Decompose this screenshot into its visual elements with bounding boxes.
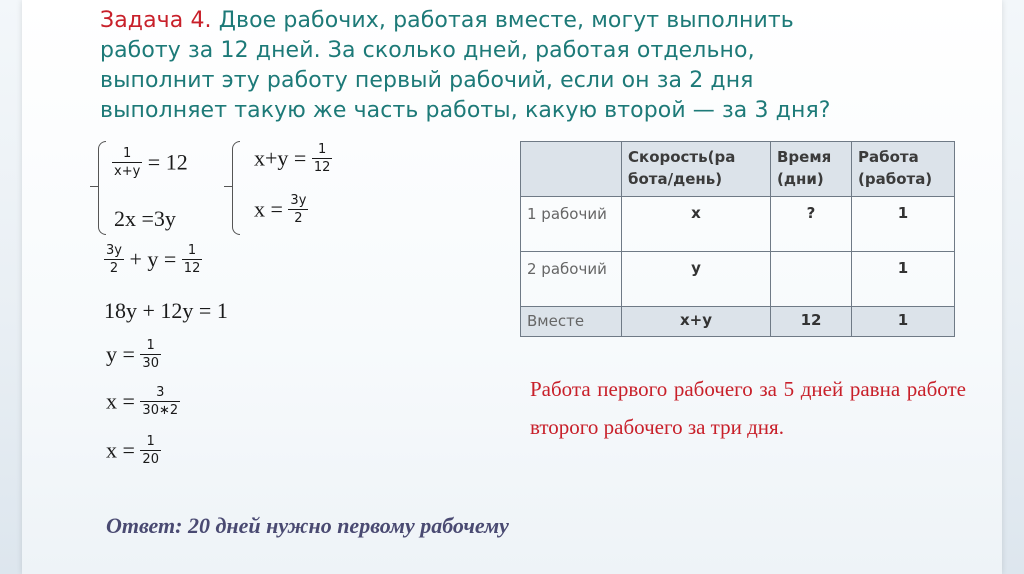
system-2-eq-2: x = $\frac{3y}{2}$ [254,193,307,226]
system-1-brace-tick [90,186,98,187]
table-cell: ? [771,197,852,252]
system-1-eq-2: 2x =3y [114,206,176,231]
explanation-note: Работа первого рабочего за 5 дней равна работе второго рабочего за три дня. [530,377,966,439]
table-cell: y [622,252,771,307]
table-cell: x+y [622,307,771,337]
step-3: y = $\frac{1}{30}$ [106,338,159,371]
system-2-eq-1: x+y = $\frac{1}{12}$ [254,142,331,175]
table-row [521,197,955,252]
problem-statement [100,6,900,126]
table-cell: 1 [852,252,955,307]
table-cell: x [622,197,771,252]
table-header-row [521,142,955,197]
problem-line-3: выполнит эту работу первый рабочий, если он за 2 дня [100,68,754,93]
problem-line-2: работу за 12 дней. За сколько дней, работая отдельно, [100,38,755,63]
step-5: x = $\frac{1}{20}$ [106,434,159,467]
table-header-cell [521,142,622,197]
step-2: 18y + 12y = 1 [104,298,228,323]
step-1: $\frac{3y}{2}$ + y = $\frac{1}{12}$ [106,243,201,276]
answer-text: Ответ: 20 дней нужно первому рабочему [106,513,509,538]
table-cell: 2 рабочий [521,252,622,307]
problem-label: Задача 4. [100,8,212,33]
data-table [520,141,955,337]
system-1-brace [98,141,106,235]
step-4: x = $\frac{3}{30∗2}$ [106,385,179,418]
table-cell: 12 [771,307,852,337]
fraction: $\frac{1}{20}$ [142,434,159,467]
table-header-cell: Время (дни) [771,142,852,197]
table-cell [771,252,852,307]
table-row [521,307,955,337]
table-row [521,252,955,307]
table-cell: 1 [852,307,955,337]
system-2-brace-tick [224,186,232,187]
fraction: $\frac{3}{30∗2}$ [142,385,179,418]
problem-line-4: выполняет такую же часть работы, какую второй — за 3 дня? [100,98,831,123]
table-cell: 1 рабочий [521,197,622,252]
system-1-eq-1: $\frac{1}{x+y}$ = 12 [114,146,188,179]
fraction: $\frac{3y}{2}$ [290,193,307,226]
table-header-cell: Работа (работа) [852,142,955,197]
fraction: $\frac{1}{12}$ [183,243,201,276]
fraction: $\frac{1}{30}$ [142,338,159,371]
table-cell: Вместе [521,307,622,337]
table-cell: 1 [852,197,955,252]
table-header-cell: Скорость(ра бота/день) [622,142,771,197]
fraction: $\frac{3y}{2}$ [106,243,122,276]
fraction: $\frac{1}{x+y}$ [114,146,141,179]
problem-line-1: Двое рабочих, работая вместе, могут выполнить [218,8,794,33]
fraction: $\frac{1}{12}$ [313,142,331,175]
system-2-brace [232,141,240,235]
